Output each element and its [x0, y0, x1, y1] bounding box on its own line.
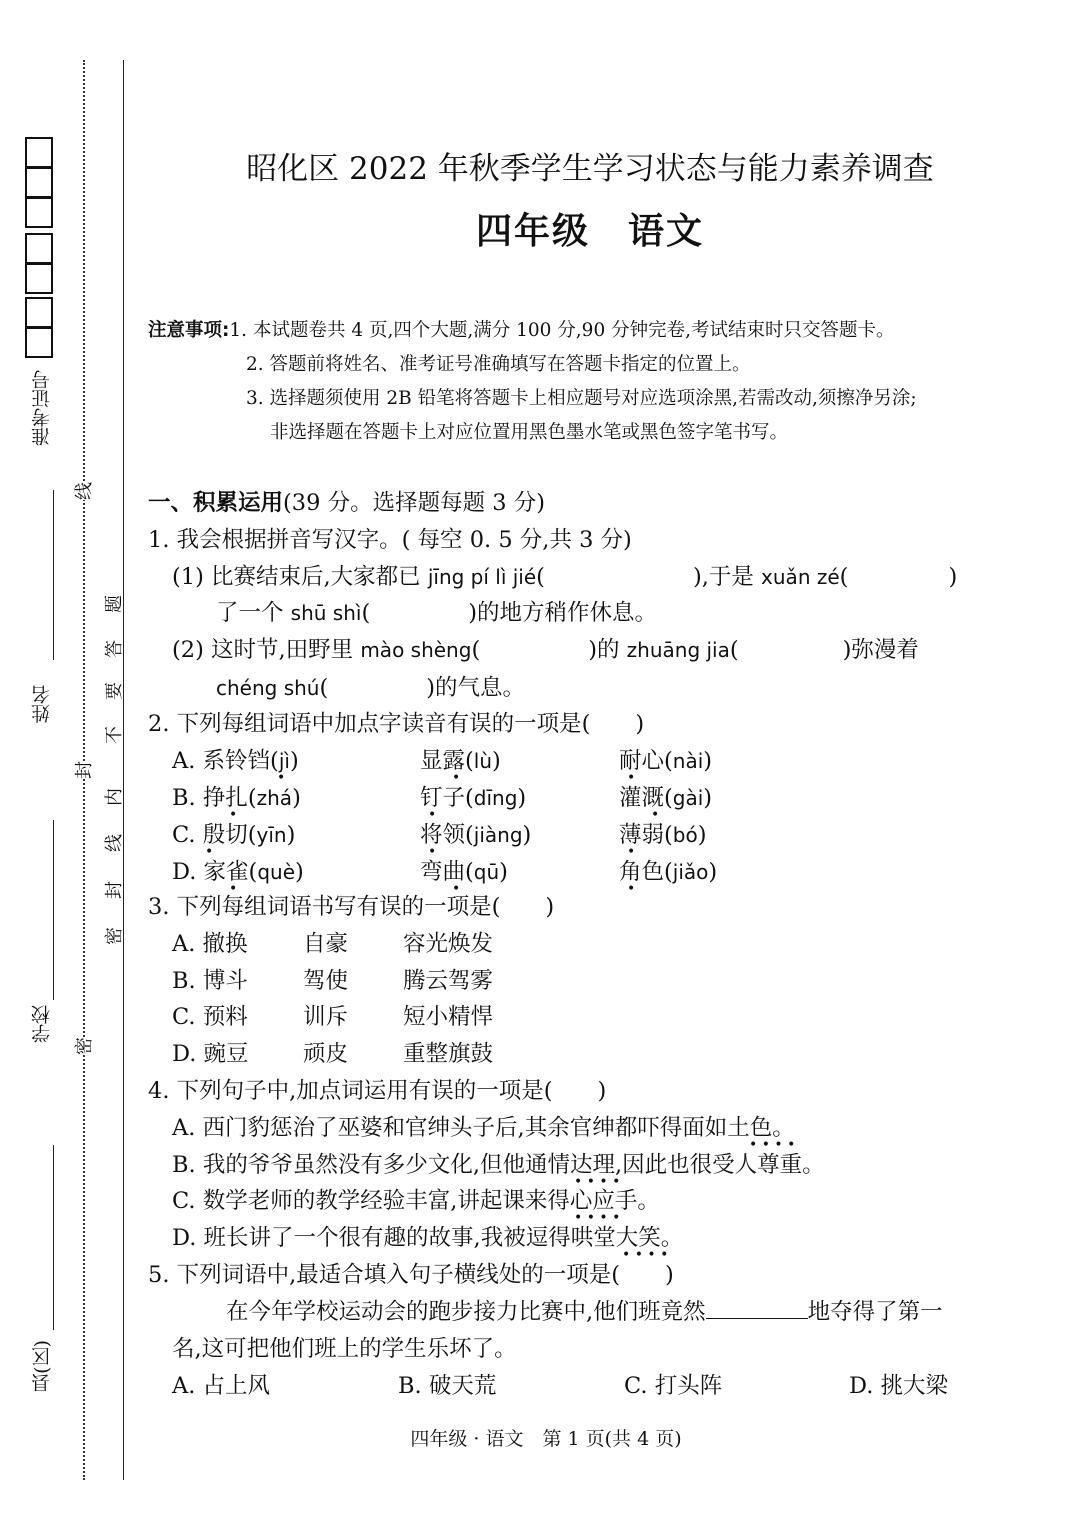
- text: (: [319, 675, 329, 701]
- q1-part1-line1: [172, 559, 957, 591]
- pinyin: jīng pí lì jié: [427, 565, 537, 589]
- q4-stem: 4. 下列句子中,加点词运用有误的一项是( ): [148, 1078, 607, 1104]
- notice-item: 1. 本试题卷共 4 页,四个大题,满分 100 分,90 分钟完卷,考试结束时只交答题卡。: [229, 320, 895, 341]
- pinyin: qū: [473, 860, 500, 884]
- text: (: [729, 637, 739, 663]
- text: 显露(: [420, 748, 474, 774]
- text: ): [499, 859, 508, 885]
- q2-stem: 2. 下列每组词语中加点字读音有误的一项是( ): [148, 711, 645, 737]
- pinyin: gài: [672, 786, 704, 810]
- exam-subtitle: 四年级 语文: [475, 210, 704, 252]
- notice-item: 非选择题在答题卡上对应位置用黑色墨水笔或黑色签字笔书写。: [270, 422, 789, 443]
- text: C. 殷切(: [172, 822, 257, 848]
- q3-option[interactable]: D. 豌豆: [172, 1041, 249, 1067]
- seal-char: 不: [104, 726, 125, 744]
- emphasis-dot: •: [627, 770, 636, 786]
- text: ): [295, 859, 304, 885]
- q1-part2-line2: [216, 670, 525, 702]
- q5-option-c[interactable]: C. 打头阵: [624, 1373, 723, 1399]
- emphasis-dot: •: [627, 881, 636, 897]
- text: ): [948, 564, 958, 590]
- id-box: [25, 297, 53, 328]
- text: (: [361, 600, 371, 626]
- emphasis-dot: • • • •: [749, 1137, 796, 1153]
- q3-word: 腾云驾雾: [403, 968, 494, 994]
- q3-option[interactable]: A. 撤换: [172, 931, 248, 957]
- pinyin: dīng: [473, 786, 518, 810]
- emphasis-dot: • • • •: [622, 1247, 669, 1263]
- text: 在今年学校运动会的跑步接力比赛中,他们班竟然: [226, 1299, 706, 1325]
- text: 钉子(: [420, 785, 474, 811]
- emphasis-dot: •: [205, 844, 214, 860]
- id-box: [25, 137, 53, 168]
- pinyin: jiǎo: [672, 860, 709, 884]
- text: 耐心(: [619, 748, 673, 774]
- seal-char: 密: [104, 927, 125, 945]
- q4-option-c[interactable]: C. 数学老师的教学经验丰富,讲起课来得心应手。: [172, 1188, 660, 1214]
- seal-char: 内: [104, 788, 125, 806]
- school-label: 学校: [31, 1005, 53, 1043]
- notice-label: 注意事项:: [148, 320, 230, 341]
- text: )的: [588, 637, 627, 663]
- cut-mark-line: 线: [70, 482, 96, 500]
- text: ): [708, 859, 718, 885]
- q3-word: 自豪: [303, 931, 349, 957]
- text: (1) 比赛结束后,大家都已: [172, 564, 428, 590]
- emphasis-dot: •: [428, 807, 437, 823]
- q3-word: 重整旗鼓: [403, 1041, 494, 1067]
- pinyin: jiàng: [473, 823, 523, 847]
- text: D. 家雀(: [172, 859, 258, 885]
- notice-item: 2. 答题前将姓名、准考证号准确填写在答题卡指定的位置上。: [246, 354, 751, 375]
- pinyin: shū shì: [290, 601, 362, 625]
- emphasis-dot: •: [229, 881, 238, 897]
- seal-char: 要: [104, 682, 125, 700]
- text: ): [703, 748, 713, 774]
- emphasis-dot: •: [627, 844, 636, 860]
- emphasis-dot: •: [651, 807, 660, 823]
- pinyin: nài: [672, 749, 704, 773]
- text: )的气息。: [426, 675, 526, 701]
- section-note: (39 分。选择题每题 3 分): [283, 490, 545, 516]
- emphasis-dot: •: [277, 770, 286, 786]
- section-title: 一、积累运用: [148, 490, 284, 516]
- q2-option-cell[interactable]: [172, 854, 304, 886]
- text: B. 挣扎(: [172, 785, 257, 811]
- text: (2) 这时节,田野里: [172, 637, 361, 663]
- pinyin: zhá: [256, 786, 293, 810]
- emphasis-dot: • • • •: [574, 1210, 621, 1226]
- exam-title: 昭化区 2022 年秋季学生学习状态与能力素养调查: [246, 151, 934, 187]
- pinyin: yīn: [256, 823, 287, 847]
- id-number-label: 准考证号: [31, 370, 53, 446]
- cut-mark-dense: 密: [70, 1037, 96, 1055]
- id-box: [25, 167, 53, 198]
- text: (: [471, 637, 481, 663]
- text: )的地方稍作休息。: [468, 600, 657, 626]
- q1-part1-line2: [216, 595, 657, 627]
- emphasis-dot: • • • •: [574, 1174, 621, 1190]
- text: ): [286, 822, 296, 848]
- id-box: [25, 263, 53, 294]
- text: A. 系铃铛(: [172, 748, 279, 774]
- emphasis-dot: •: [428, 844, 437, 860]
- text: )弥漫着: [842, 637, 919, 663]
- pinyin: chéng shú: [216, 676, 320, 700]
- text: ): [517, 785, 527, 811]
- text: ): [492, 748, 501, 774]
- county-label: 县(区): [31, 1340, 53, 1393]
- text: (: [839, 564, 849, 590]
- seal-char: 线: [104, 834, 125, 852]
- q3-stem: 3. 下列每组词语书写有误的一项是( ): [148, 894, 555, 920]
- county-line: [53, 1145, 54, 1330]
- q1-part2-line1: [172, 632, 919, 664]
- text: (: [536, 564, 545, 590]
- notice-item: 3. 选择题须使用 2B 铅笔将答题卡上相应题号对应选项涂黑,若需改动,须擦净另涂;: [246, 388, 917, 409]
- page-footer: 四年级 · 语文 第 1 页(共 4 页): [410, 1428, 682, 1450]
- cut-mark-seal: 封: [70, 761, 96, 779]
- text: 灌溉(: [619, 785, 673, 811]
- text: 角色(: [619, 859, 673, 885]
- q5-option-d[interactable]: D. 挑大梁: [849, 1373, 949, 1399]
- pinyin: zhuāng jia: [626, 638, 730, 662]
- id-box: [25, 233, 53, 264]
- q2-option-cell: [420, 743, 501, 775]
- q5-option-a[interactable]: A. 占上风: [172, 1373, 271, 1399]
- q3-option[interactable]: C. 预料: [172, 1004, 248, 1030]
- text: ): [697, 822, 707, 848]
- text: 地夺得了第一: [807, 1299, 943, 1325]
- q5-stem: 5. 下列词语中,最适合填入句子横线处的一项是( ): [148, 1262, 674, 1288]
- q5-sentence-line2: 名,这可把他们班上的学生乐坏了。: [172, 1336, 517, 1362]
- q3-word: 容光焕发: [403, 931, 494, 957]
- pinyin: bó: [672, 823, 698, 847]
- q1-stem: 1. 我会根据拼音写汉字。( 每空 0. 5 分,共 3 分): [148, 527, 632, 553]
- seal-char: 题: [104, 595, 125, 613]
- q5-sentence-line1: [226, 1294, 943, 1326]
- text: 薄弱(: [619, 822, 673, 848]
- q3-word: 顽皮: [303, 1041, 349, 1067]
- text: 弯曲(: [420, 859, 474, 885]
- text: ): [292, 785, 301, 811]
- q3-word: 训斥: [303, 1004, 349, 1030]
- q3-word: 短小精悍: [403, 1004, 494, 1030]
- pinyin: mào shèng: [360, 638, 472, 662]
- notice-line-1: [148, 316, 895, 342]
- name-line: [53, 490, 54, 660]
- q4-option-b[interactable]: B. 我的爷爷虽然没有多少文化,但他通情达理,因此也很受人尊重。: [172, 1152, 825, 1178]
- text: ): [522, 822, 532, 848]
- id-box: [25, 197, 53, 228]
- q3-word: 驾使: [303, 968, 349, 994]
- q3-option[interactable]: B. 博斗: [172, 968, 248, 994]
- pinyin: jì: [278, 749, 290, 773]
- name-label: 姓名: [31, 685, 53, 723]
- seal-char: 封: [104, 881, 125, 899]
- emphasis-dot: •: [452, 770, 461, 786]
- seal-char: 答: [104, 640, 125, 658]
- text: ),于是: [692, 564, 762, 590]
- emphasis-dot: •: [229, 807, 238, 823]
- pinyin: què: [257, 860, 296, 884]
- id-box: [25, 327, 53, 358]
- pinyin: lù: [473, 749, 493, 773]
- q4-option-a[interactable]: A. 西门豹惩治了巫婆和官绅头子后,其余官绅都吓得面如土色。: [172, 1115, 795, 1141]
- text: 了一个: [216, 600, 291, 626]
- q2-option-cell: [420, 817, 531, 849]
- q4-option-d[interactable]: D. 班长讲了一个很有趣的故事,我被逗得哄堂大笑。: [172, 1225, 684, 1251]
- section-heading: [148, 485, 545, 517]
- binding-line: [123, 60, 124, 1480]
- q5-option-b[interactable]: B. 破天荒: [398, 1373, 497, 1399]
- text: ): [289, 748, 299, 774]
- emphasis-dot: •: [452, 881, 461, 897]
- text: 将领(: [420, 822, 474, 848]
- pinyin: xuǎn zé: [761, 565, 840, 589]
- school-line: [53, 820, 54, 1000]
- text: ): [703, 785, 713, 811]
- fill-blank-underline: [706, 1300, 808, 1319]
